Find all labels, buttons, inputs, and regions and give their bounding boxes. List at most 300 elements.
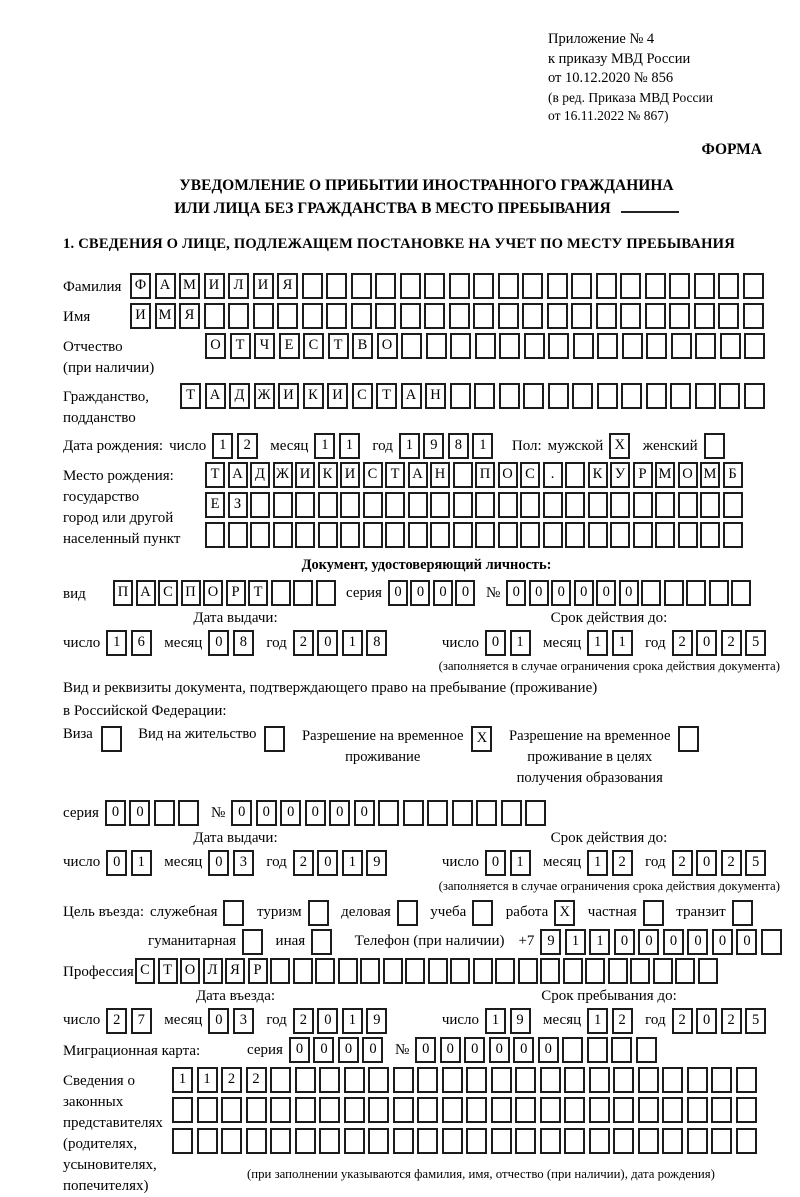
char-cell[interactable] (250, 492, 270, 518)
char-cell[interactable] (662, 1128, 683, 1154)
char-cell[interactable]: 0 (736, 929, 757, 955)
char-cell[interactable]: 0 (289, 1037, 310, 1063)
char-cell[interactable] (368, 1128, 389, 1154)
char-cell[interactable]: М (655, 462, 675, 488)
char-cell[interactable]: Д (250, 462, 270, 488)
char-cell[interactable] (172, 1128, 193, 1154)
char-cell[interactable] (498, 303, 519, 329)
char-cell[interactable] (319, 1067, 340, 1093)
char-cell[interactable] (695, 333, 716, 359)
char-cell[interactable]: 8 (448, 433, 469, 459)
char-cell[interactable] (662, 1097, 683, 1123)
char-cell[interactable] (700, 522, 720, 548)
char-cell[interactable]: X (609, 433, 630, 459)
char-cell[interactable] (522, 303, 543, 329)
char-cell[interactable] (633, 522, 653, 548)
char-cell[interactable]: 1 (339, 433, 360, 459)
char-cell[interactable]: 1 (197, 1067, 218, 1093)
char-cell[interactable] (694, 273, 715, 299)
char-cell[interactable] (340, 522, 360, 548)
char-cell[interactable]: 9 (540, 929, 561, 955)
char-cell[interactable] (154, 800, 175, 826)
char-cell[interactable]: Т (328, 333, 349, 359)
char-cell[interactable] (221, 1128, 242, 1154)
char-cell[interactable] (273, 522, 293, 548)
char-cell[interactable] (295, 522, 315, 548)
char-cell[interactable]: . (543, 462, 563, 488)
char-cell[interactable]: Б (723, 462, 743, 488)
char-cell[interactable]: С (158, 580, 178, 606)
char-cell[interactable]: 2 (246, 1067, 267, 1093)
char-cell[interactable] (646, 383, 667, 409)
char-cell[interactable]: С (520, 462, 540, 488)
char-cell[interactable] (295, 492, 315, 518)
char-cell[interactable] (223, 900, 244, 926)
char-cell[interactable]: И (253, 273, 274, 299)
char-cell[interactable] (295, 1067, 316, 1093)
char-cell[interactable] (548, 383, 569, 409)
char-cell[interactable]: 9 (423, 433, 444, 459)
char-cell[interactable] (340, 492, 360, 518)
char-cell[interactable]: Н (425, 383, 446, 409)
char-cell[interactable]: Т (230, 333, 251, 359)
char-cell[interactable] (523, 383, 544, 409)
char-cell[interactable] (270, 1067, 291, 1093)
char-cell[interactable]: 2 (221, 1067, 242, 1093)
char-cell[interactable]: 0 (208, 850, 229, 876)
char-cell[interactable]: 0 (574, 580, 594, 606)
char-cell[interactable] (645, 273, 666, 299)
char-cell[interactable] (719, 383, 740, 409)
char-cell[interactable] (270, 1128, 291, 1154)
char-cell[interactable] (501, 800, 522, 826)
char-cell[interactable]: 1 (510, 850, 531, 876)
purpose-business-checkbox[interactable] (397, 900, 422, 926)
char-cell[interactable] (442, 1097, 463, 1123)
char-cell[interactable] (495, 958, 515, 984)
char-cell[interactable] (270, 958, 290, 984)
char-cell[interactable] (271, 580, 291, 606)
char-cell[interactable] (608, 958, 628, 984)
char-cell[interactable] (246, 1097, 267, 1123)
char-cell[interactable] (228, 522, 248, 548)
char-cell[interactable]: 0 (551, 580, 571, 606)
char-cell[interactable] (475, 522, 495, 548)
char-cell[interactable]: 3 (233, 1008, 254, 1034)
char-cell[interactable] (565, 492, 585, 518)
char-cell[interactable] (401, 333, 422, 359)
char-cell[interactable] (709, 580, 729, 606)
char-cell[interactable] (515, 1128, 536, 1154)
char-cell[interactable] (344, 1097, 365, 1123)
char-cell[interactable]: З (228, 492, 248, 518)
char-cell[interactable]: 1 (212, 433, 233, 459)
char-cell[interactable]: 0 (256, 800, 277, 826)
char-cell[interactable] (736, 1097, 757, 1123)
char-cell[interactable]: С (352, 383, 373, 409)
char-cell[interactable]: Т (158, 958, 178, 984)
char-cell[interactable]: 0 (388, 580, 408, 606)
purpose-work-checkbox[interactable] (554, 900, 579, 926)
char-cell[interactable]: 1 (472, 433, 493, 459)
char-cell[interactable] (622, 333, 643, 359)
char-cell[interactable]: 2 (672, 850, 693, 876)
char-cell[interactable]: 0 (696, 1008, 717, 1034)
char-cell[interactable]: 1 (106, 630, 127, 656)
char-cell[interactable] (408, 522, 428, 548)
char-cell[interactable] (363, 492, 383, 518)
char-cell[interactable] (670, 383, 691, 409)
char-cell[interactable]: О (678, 462, 698, 488)
char-cell[interactable] (316, 580, 336, 606)
char-cell[interactable]: 1 (587, 850, 608, 876)
char-cell[interactable]: Р (248, 958, 268, 984)
char-cell[interactable]: 0 (338, 1037, 359, 1063)
purpose-transit-checkbox[interactable] (732, 900, 757, 926)
char-cell[interactable] (613, 1097, 634, 1123)
char-cell[interactable]: 0 (485, 850, 506, 876)
char-cell[interactable] (475, 333, 496, 359)
char-cell[interactable] (662, 1067, 683, 1093)
char-cell[interactable] (540, 958, 560, 984)
char-cell[interactable] (326, 303, 347, 329)
char-cell[interactable]: Ж (254, 383, 275, 409)
char-cell[interactable] (641, 580, 661, 606)
char-cell[interactable]: И (295, 462, 315, 488)
char-cell[interactable]: О (377, 333, 398, 359)
char-cell[interactable]: Т (205, 462, 225, 488)
char-cell[interactable]: А (136, 580, 156, 606)
char-cell[interactable] (221, 1097, 242, 1123)
char-cell[interactable] (475, 492, 495, 518)
char-cell[interactable] (308, 900, 329, 926)
char-cell[interactable] (565, 462, 585, 488)
char-cell[interactable] (360, 958, 380, 984)
char-cell[interactable] (466, 1067, 487, 1093)
char-cell[interactable] (417, 1128, 438, 1154)
char-cell[interactable] (473, 958, 493, 984)
char-cell[interactable] (732, 900, 753, 926)
char-cell[interactable]: Т (385, 462, 405, 488)
char-cell[interactable] (472, 900, 493, 926)
char-cell[interactable]: 5 (745, 630, 766, 656)
char-cell[interactable] (295, 1097, 316, 1123)
char-cell[interactable] (718, 273, 739, 299)
char-cell[interactable]: С (303, 333, 324, 359)
char-cell[interactable]: Р (226, 580, 246, 606)
char-cell[interactable] (319, 1097, 340, 1123)
char-cell[interactable] (498, 273, 519, 299)
visa-checkbox[interactable] (101, 726, 126, 752)
char-cell[interactable] (400, 273, 421, 299)
male-checkbox[interactable] (609, 433, 634, 459)
char-cell[interactable]: 0 (464, 1037, 485, 1063)
char-cell[interactable] (687, 1128, 708, 1154)
char-cell[interactable] (318, 522, 338, 548)
char-cell[interactable] (687, 1097, 708, 1123)
char-cell[interactable]: Е (205, 492, 225, 518)
char-cell[interactable]: 1 (342, 1008, 363, 1034)
char-cell[interactable]: М (179, 273, 200, 299)
char-cell[interactable] (476, 800, 497, 826)
char-cell[interactable] (695, 383, 716, 409)
char-cell[interactable]: И (130, 303, 151, 329)
char-cell[interactable] (675, 958, 695, 984)
char-cell[interactable]: 1 (612, 630, 633, 656)
char-cell[interactable] (473, 273, 494, 299)
char-cell[interactable]: 0 (529, 580, 549, 606)
char-cell[interactable] (736, 1067, 757, 1093)
char-cell[interactable] (646, 333, 667, 359)
char-cell[interactable] (694, 303, 715, 329)
char-cell[interactable] (351, 273, 372, 299)
char-cell[interactable] (520, 522, 540, 548)
char-cell[interactable] (723, 492, 743, 518)
char-cell[interactable]: 1 (342, 630, 363, 656)
char-cell[interactable] (543, 522, 563, 548)
char-cell[interactable]: 0 (415, 1037, 436, 1063)
char-cell[interactable]: М (155, 303, 176, 329)
char-cell[interactable]: 0 (410, 580, 430, 606)
char-cell[interactable] (393, 1097, 414, 1123)
char-cell[interactable]: 2 (293, 850, 314, 876)
char-cell[interactable] (718, 303, 739, 329)
purpose-humanitarian-checkbox[interactable] (242, 929, 267, 955)
char-cell[interactable] (375, 273, 396, 299)
char-cell[interactable] (520, 492, 540, 518)
char-cell[interactable] (393, 1128, 414, 1154)
char-cell[interactable] (565, 522, 585, 548)
char-cell[interactable] (442, 1128, 463, 1154)
char-cell[interactable]: Е (279, 333, 300, 359)
char-cell[interactable] (736, 1128, 757, 1154)
char-cell[interactable] (368, 1097, 389, 1123)
char-cell[interactable]: С (363, 462, 383, 488)
char-cell[interactable]: 0 (208, 1008, 229, 1034)
char-cell[interactable] (197, 1128, 218, 1154)
char-cell[interactable] (563, 958, 583, 984)
char-cell[interactable]: 0 (329, 800, 350, 826)
char-cell[interactable] (630, 958, 650, 984)
purpose-tourism-checkbox[interactable] (308, 900, 333, 926)
char-cell[interactable]: 7 (131, 1008, 152, 1034)
char-cell[interactable] (491, 1128, 512, 1154)
char-cell[interactable]: 0 (433, 580, 453, 606)
purpose-other-checkbox[interactable] (311, 929, 336, 955)
char-cell[interactable] (450, 333, 471, 359)
char-cell[interactable]: Л (203, 958, 223, 984)
char-cell[interactable]: 0 (596, 580, 616, 606)
char-cell[interactable]: И (327, 383, 348, 409)
char-cell[interactable] (761, 929, 782, 955)
purpose-private-checkbox[interactable] (643, 900, 668, 926)
char-cell[interactable] (638, 1128, 659, 1154)
char-cell[interactable]: 2 (672, 1008, 693, 1034)
char-cell[interactable] (655, 522, 675, 548)
char-cell[interactable]: 1 (565, 929, 586, 955)
char-cell[interactable]: А (155, 273, 176, 299)
char-cell[interactable] (585, 958, 605, 984)
char-cell[interactable] (613, 1128, 634, 1154)
char-cell[interactable]: 0 (129, 800, 150, 826)
char-cell[interactable] (253, 303, 274, 329)
char-cell[interactable]: И (278, 383, 299, 409)
char-cell[interactable] (405, 958, 425, 984)
edu-permit-checkbox[interactable] (678, 726, 703, 752)
char-cell[interactable]: 1 (314, 433, 335, 459)
char-cell[interactable] (596, 273, 617, 299)
char-cell[interactable] (620, 273, 641, 299)
char-cell[interactable] (611, 1037, 632, 1063)
char-cell[interactable] (711, 1128, 732, 1154)
char-cell[interactable] (315, 958, 335, 984)
char-cell[interactable] (449, 303, 470, 329)
char-cell[interactable] (326, 273, 347, 299)
char-cell[interactable]: И (204, 273, 225, 299)
char-cell[interactable] (426, 333, 447, 359)
char-cell[interactable] (525, 800, 546, 826)
char-cell[interactable]: 5 (745, 850, 766, 876)
char-cell[interactable] (302, 273, 323, 299)
char-cell[interactable] (172, 1097, 193, 1123)
char-cell[interactable] (344, 1067, 365, 1093)
char-cell[interactable] (744, 333, 765, 359)
char-cell[interactable] (638, 1067, 659, 1093)
char-cell[interactable] (344, 1128, 365, 1154)
char-cell[interactable] (473, 303, 494, 329)
char-cell[interactable] (417, 1097, 438, 1123)
char-cell[interactable] (597, 383, 618, 409)
char-cell[interactable] (393, 1067, 414, 1093)
char-cell[interactable]: 9 (510, 1008, 531, 1034)
char-cell[interactable]: Ж (273, 462, 293, 488)
char-cell[interactable] (205, 522, 225, 548)
char-cell[interactable]: 0 (638, 929, 659, 955)
char-cell[interactable] (686, 580, 706, 606)
char-cell[interactable] (318, 492, 338, 518)
char-cell[interactable] (704, 433, 725, 459)
char-cell[interactable] (678, 522, 698, 548)
char-cell[interactable]: 0 (485, 630, 506, 656)
char-cell[interactable]: 2 (612, 850, 633, 876)
char-cell[interactable] (498, 492, 518, 518)
char-cell[interactable] (543, 492, 563, 518)
char-cell[interactable] (351, 303, 372, 329)
char-cell[interactable] (273, 492, 293, 518)
char-cell[interactable]: 5 (745, 1008, 766, 1034)
char-cell[interactable] (573, 333, 594, 359)
char-cell[interactable]: 1 (589, 929, 610, 955)
char-cell[interactable]: 2 (293, 1008, 314, 1034)
char-cell[interactable]: У (610, 462, 630, 488)
char-cell[interactable] (669, 273, 690, 299)
char-cell[interactable] (270, 1097, 291, 1123)
char-cell[interactable] (524, 333, 545, 359)
char-cell[interactable]: 0 (513, 1037, 534, 1063)
char-cell[interactable]: П (113, 580, 133, 606)
char-cell[interactable]: 1 (510, 630, 531, 656)
char-cell[interactable]: Д (229, 383, 250, 409)
char-cell[interactable] (466, 1097, 487, 1123)
char-cell[interactable] (711, 1067, 732, 1093)
char-cell[interactable] (633, 492, 653, 518)
char-cell[interactable]: 2 (721, 630, 742, 656)
char-cell[interactable]: 9 (366, 850, 387, 876)
char-cell[interactable] (417, 1067, 438, 1093)
char-cell[interactable]: 0 (712, 929, 733, 955)
char-cell[interactable] (564, 1128, 585, 1154)
char-cell[interactable]: 0 (506, 580, 526, 606)
char-cell[interactable] (613, 1067, 634, 1093)
char-cell[interactable]: 2 (721, 850, 742, 876)
char-cell[interactable]: А (401, 383, 422, 409)
char-cell[interactable] (564, 1097, 585, 1123)
char-cell[interactable] (424, 273, 445, 299)
char-cell[interactable]: 0 (696, 630, 717, 656)
char-cell[interactable] (562, 1037, 583, 1063)
char-cell[interactable] (242, 929, 263, 955)
char-cell[interactable]: 0 (440, 1037, 461, 1063)
char-cell[interactable] (453, 522, 473, 548)
char-cell[interactable]: X (554, 900, 575, 926)
char-cell[interactable]: 0 (280, 800, 301, 826)
char-cell[interactable] (101, 726, 122, 752)
char-cell[interactable] (430, 492, 450, 518)
char-cell[interactable] (378, 800, 399, 826)
char-cell[interactable] (711, 1097, 732, 1123)
char-cell[interactable] (515, 1067, 536, 1093)
char-cell[interactable]: Я (277, 273, 298, 299)
char-cell[interactable] (698, 958, 718, 984)
char-cell[interactable] (311, 929, 332, 955)
char-cell[interactable] (678, 726, 699, 752)
char-cell[interactable]: И (340, 462, 360, 488)
char-cell[interactable] (731, 580, 751, 606)
char-cell[interactable] (453, 492, 473, 518)
char-cell[interactable] (375, 303, 396, 329)
char-cell[interactable]: 1 (131, 850, 152, 876)
char-cell[interactable] (548, 333, 569, 359)
char-cell[interactable]: 0 (317, 1008, 338, 1034)
char-cell[interactable] (408, 492, 428, 518)
char-cell[interactable] (669, 303, 690, 329)
char-cell[interactable] (589, 1097, 610, 1123)
char-cell[interactable]: 0 (313, 1037, 334, 1063)
char-cell[interactable] (645, 303, 666, 329)
char-cell[interactable]: К (588, 462, 608, 488)
char-cell[interactable]: 0 (208, 630, 229, 656)
female-checkbox[interactable] (704, 433, 729, 459)
char-cell[interactable] (572, 383, 593, 409)
char-cell[interactable]: 0 (696, 850, 717, 876)
char-cell[interactable]: П (181, 580, 201, 606)
char-cell[interactable] (653, 958, 673, 984)
char-cell[interactable] (295, 1128, 316, 1154)
char-cell[interactable]: Ф (130, 273, 151, 299)
char-cell[interactable] (610, 522, 630, 548)
char-cell[interactable]: Ч (254, 333, 275, 359)
char-cell[interactable] (450, 958, 470, 984)
char-cell[interactable] (723, 522, 743, 548)
char-cell[interactable] (621, 383, 642, 409)
char-cell[interactable]: 1 (342, 850, 363, 876)
char-cell[interactable] (643, 900, 664, 926)
char-cell[interactable]: 1 (485, 1008, 506, 1034)
char-cell[interactable]: В (352, 333, 373, 359)
char-cell[interactable] (540, 1067, 561, 1093)
char-cell[interactable] (338, 958, 358, 984)
char-cell[interactable] (293, 958, 313, 984)
